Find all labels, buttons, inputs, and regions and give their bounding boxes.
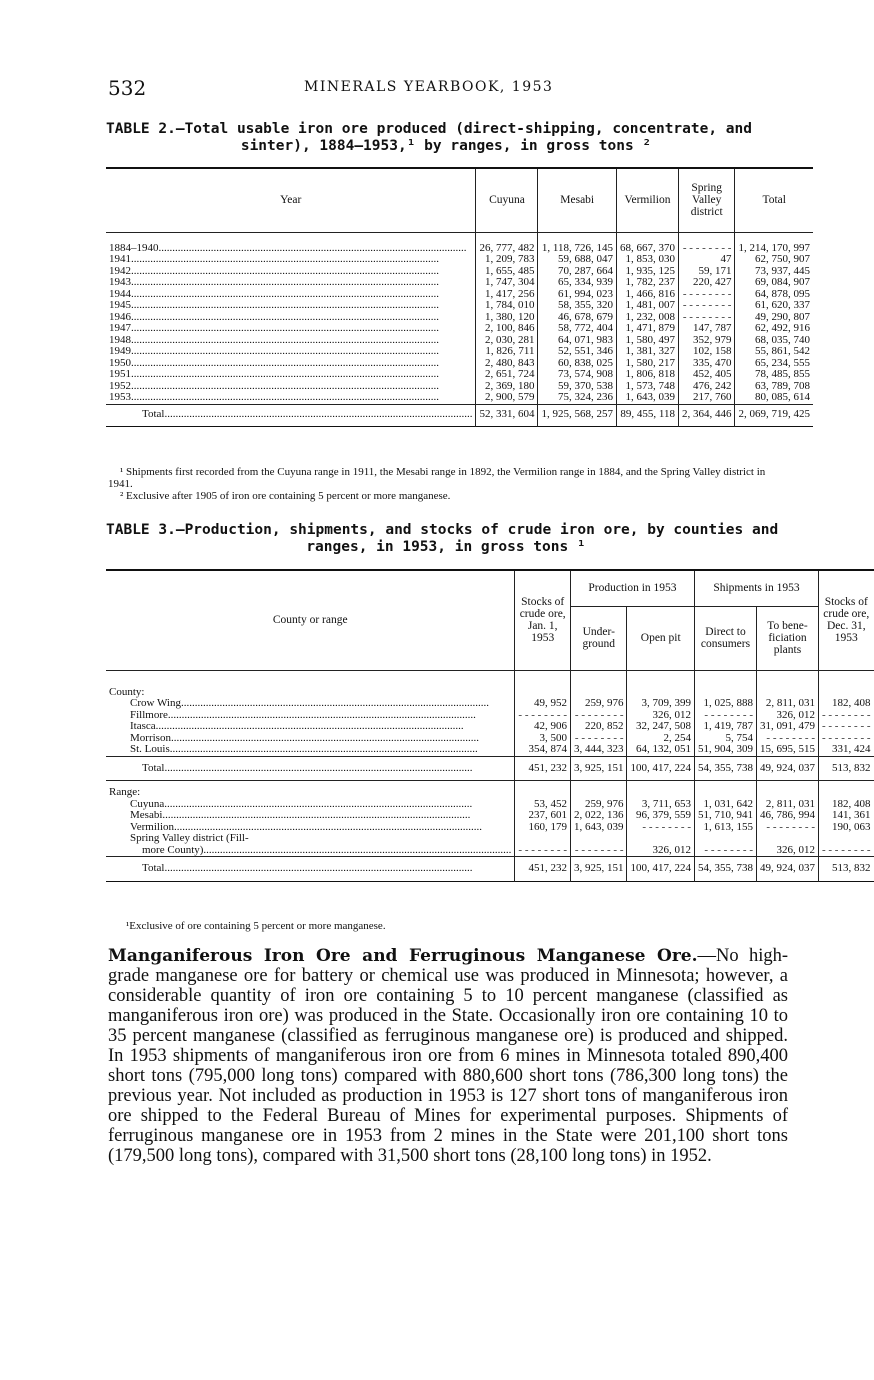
vermilion-cell: 1, 381, 327 <box>616 346 678 358</box>
table-row <box>106 323 813 335</box>
jan-cell: 53, 452 <box>515 799 571 811</box>
col-header-spring-valley: Spring Valley district <box>678 168 735 232</box>
year-cell <box>106 277 476 289</box>
vermilion-cell: 1, 643, 039 <box>616 392 678 404</box>
dec-cell: 141, 361 <box>818 810 873 822</box>
total-label <box>106 404 476 427</box>
bene-cell: - - - - - - - - <box>756 822 818 834</box>
cuyuna-cell: 2, 100, 846 <box>476 323 538 335</box>
name-cell <box>106 810 515 822</box>
jan-cell: 49, 952 <box>515 698 571 710</box>
spring-cell: - - - - - - - - <box>678 289 735 301</box>
mesabi-cell: 73, 574, 908 <box>538 369 617 381</box>
total-direct: 54, 355, 738 <box>694 857 756 882</box>
spring-cell: 47 <box>678 254 735 266</box>
table3-title: TABLE 3.—Production, shipments, and stocks of crude iron ore, by counties and ranges, in 1953, in gross tons ¹ <box>106 522 779 555</box>
empty-cell <box>570 783 627 799</box>
op-cell: 326, 012 <box>627 710 695 722</box>
name-cell-text: Cuyuna <box>130 797 165 810</box>
cuyuna-cell: 1, 417, 256 <box>476 289 538 301</box>
direct-cell: 5, 754 <box>694 733 756 745</box>
spring-cell: 102, 158 <box>678 346 735 358</box>
col-header-open-pit: Open pit <box>627 606 695 670</box>
mesabi-cell: 58, 355, 320 <box>538 300 617 312</box>
op-cell: 3, 709, 399 <box>627 698 695 710</box>
year-cell-text: 1884–1940 <box>109 241 159 254</box>
total-row <box>106 756 874 781</box>
total-cell: 55, 861, 542 <box>735 346 813 358</box>
total-ug: 3, 925, 151 <box>570 756 627 781</box>
table-row <box>106 392 813 404</box>
paragraph-heading: Manganiferous Iron Ore and Ferruginous Manganese Ore. <box>108 946 698 966</box>
jan-cell: 160, 179 <box>515 822 571 834</box>
direct-cell: 1, 025, 888 <box>694 698 756 710</box>
total-cell: 65, 234, 555 <box>735 358 813 370</box>
ug-cell: - - - - - - - - <box>570 833 627 857</box>
spring-valley-name-line2: more County) <box>142 843 204 856</box>
year-cell-text: 1952 <box>109 379 131 392</box>
year-cell <box>106 300 476 312</box>
mesabi-cell: 75, 324, 236 <box>538 392 617 404</box>
name-cell <box>106 744 515 756</box>
empty-cell <box>515 783 571 799</box>
year-cell-text: 1946 <box>109 310 131 323</box>
total-cell: 1, 214, 170, 997 <box>735 232 813 254</box>
vermilion-cell: 68, 667, 370 <box>616 232 678 254</box>
spring-cell: - - - - - - - - <box>678 312 735 324</box>
total-cell: 64, 878, 095 <box>735 289 813 301</box>
spring-valley-name-line1: Spring Valley district (Fill- <box>130 832 249 844</box>
mesabi-cell: 61, 994, 023 <box>538 289 617 301</box>
bene-cell: - - - - - - - - <box>756 733 818 745</box>
dec-cell: 182, 408 <box>818 799 873 811</box>
col-header-total: Total <box>735 168 813 232</box>
paragraph-text: —No high-grade manganese ore for battery or chemical use was produced in Minnesota; however, a considerable quantity of iron ore containing 5 to 10 percent manganese (classified as manganiferous iron ore) was produced in the State. Occasionally iron ore containing 10 to 35 percent manganese (classified as ferruginous manganese ore) is produced and shipped. In 1953 shipments of manganiferous iron ore from 6 mines in Minnesota totaled 890,400 short tons (795,000 long tons) compared with 880,600 short tons (786,300 long tons) the previous year. Not included as production in 1953 is 127 short tons of manganiferous iron ore shipped to the Federal Bureau of Mines for experimental purposes. Shipments of ferruginous manganese ore in 1953 from 2 mines in the State were 201,100 short tons (179,500 long tons), compared with 31,500 short tons (28,100 long tons) in 1952. <box>108 946 788 1166</box>
empty-cell <box>694 783 756 799</box>
table2-footnote-2: ² Exclusive after 1905 of iron ore containing 5 percent or more manganese. <box>120 490 451 502</box>
year-cell <box>106 392 476 404</box>
empty-cell <box>570 670 627 698</box>
year-cell-text: 1945 <box>109 299 131 311</box>
jan-cell: 237, 601 <box>515 810 571 822</box>
cuyuna-cell: 1, 380, 120 <box>476 312 538 324</box>
vermilion-cell: 1, 573, 748 <box>616 381 678 393</box>
year-cell-text: 1943 <box>109 276 131 288</box>
table-row <box>106 254 813 266</box>
total-label-text: Total <box>142 862 165 874</box>
cuyuna-cell: 2, 900, 579 <box>476 392 538 404</box>
mesabi-cell: 64, 071, 983 <box>538 335 617 347</box>
table-row <box>106 346 813 358</box>
table2-title: TABLE 2.—Total usable iron ore produced (direct-shipping, concentrate, and sinter), 1884–1953,¹ by ranges, in gross tons ² <box>106 121 753 154</box>
total-jan: 451, 232 <box>515 756 571 781</box>
name-cell-text: Morrison <box>130 731 171 744</box>
mesabi-cell: 52, 551, 346 <box>538 346 617 358</box>
year-cell-text: 1947 <box>109 322 131 334</box>
mesabi-cell: 60, 838, 025 <box>538 358 617 370</box>
total-label <box>106 857 515 882</box>
spring-cell: 352, 979 <box>678 335 735 347</box>
vermilion-cell: 1, 580, 497 <box>616 335 678 347</box>
ug-cell: 3, 444, 323 <box>570 744 627 756</box>
table3-body <box>106 670 874 881</box>
ug-cell: 259, 976 <box>570 698 627 710</box>
total-cell: 73, 937, 445 <box>735 266 813 278</box>
total-cell: 69, 084, 907 <box>735 277 813 289</box>
mesabi-cell: 46, 678, 679 <box>538 312 617 324</box>
year-cell <box>106 254 476 266</box>
table-row <box>106 744 874 756</box>
year-cell-text: 1942 <box>109 264 131 277</box>
vermilion-cell: 1, 853, 030 <box>616 254 678 266</box>
bene-cell: 46, 786, 994 <box>756 810 818 822</box>
total-cell: 62, 492, 916 <box>735 323 813 335</box>
year-cell <box>106 369 476 381</box>
op-cell: 64, 132, 051 <box>627 744 695 756</box>
total-cell: 80, 085, 614 <box>735 392 813 404</box>
page-header <box>108 76 780 100</box>
empty-cell <box>818 783 873 799</box>
total-op: 100, 417, 224 <box>627 857 695 882</box>
total-cell: 61, 620, 337 <box>735 300 813 312</box>
jan-cell: 3, 500 <box>515 733 571 745</box>
mesabi-cell: 59, 370, 538 <box>538 381 617 393</box>
dec-cell: 182, 408 <box>818 698 873 710</box>
table-row <box>106 810 874 822</box>
spring-cell: 59, 171 <box>678 266 735 278</box>
cuyuna-cell: 2, 369, 180 <box>476 381 538 393</box>
ug-cell: - - - - - - - - <box>570 710 627 722</box>
op-cell: 3, 711, 653 <box>627 799 695 811</box>
year-cell-text: 1948 <box>109 333 131 346</box>
year-cell-text: 1944 <box>109 287 131 300</box>
cuyuna-cell: 2, 651, 724 <box>476 369 538 381</box>
jan-cell: - - - - - - - - <box>515 833 571 857</box>
total-cell: 68, 035, 740 <box>735 335 813 347</box>
vermilion-cell: 1, 481, 007 <box>616 300 678 312</box>
body-paragraph <box>108 946 788 1166</box>
cuyuna-cell: 1, 655, 485 <box>476 266 538 278</box>
table-row <box>106 232 813 254</box>
total-op: 100, 417, 224 <box>627 756 695 781</box>
total-label <box>106 756 515 781</box>
total-cell: 62, 750, 907 <box>735 254 813 266</box>
bene-cell: 326, 012 <box>756 710 818 722</box>
mesabi-cell: 65, 334, 939 <box>538 277 617 289</box>
year-cell-text: 1949 <box>109 345 131 357</box>
table2 <box>106 167 813 427</box>
table3-footnote: ¹Exclusive of ore containing 5 percent or more manganese. <box>126 920 386 932</box>
cuyuna-cell: 1, 209, 783 <box>476 254 538 266</box>
range-heading <box>106 783 874 799</box>
county-heading <box>106 670 874 698</box>
total-direct: 54, 355, 738 <box>694 756 756 781</box>
col-header-vermilion: Vermilion <box>616 168 678 232</box>
year-cell-text: 1941 <box>109 253 131 265</box>
ug-cell: 259, 976 <box>570 799 627 811</box>
year-cell <box>106 346 476 358</box>
year-cell <box>106 323 476 335</box>
bene-cell: 15, 695, 515 <box>756 744 818 756</box>
col-header-beneficiation: To bene-ficiation plants <box>756 606 818 670</box>
direct-cell: 1, 613, 155 <box>694 822 756 834</box>
ug-cell: 1, 643, 039 <box>570 822 627 834</box>
col-header-year: Year <box>106 168 476 232</box>
empty-cell <box>627 670 695 698</box>
total-ug: 3, 925, 151 <box>570 857 627 882</box>
spring-cell: - - - - - - - - <box>678 300 735 312</box>
spring-cell: 147, 787 <box>678 323 735 335</box>
direct-cell: 51, 904, 309 <box>694 744 756 756</box>
col-header-underground: Under-ground <box>570 606 627 670</box>
col-header-shipments: Shipments in 1953 <box>694 570 818 606</box>
table2-footnote-1: ¹ Shipments first recorded from the Cuyuna range in 1911, the Mesabi range in 1892, the Vermilion range in 1884, and the Spring Valley district in 1941. <box>108 466 766 490</box>
total-dec: 513, 832 <box>818 857 873 882</box>
bene-cell: 31, 091, 479 <box>756 721 818 733</box>
name-cell-text: Vermilion <box>130 820 174 833</box>
ug-cell: 220, 852 <box>570 721 627 733</box>
running-title: MINERALS YEARBOOK, 1953 <box>304 79 554 95</box>
dec-cell: - - - - - - - - <box>818 721 873 733</box>
spring-cell: 476, 242 <box>678 381 735 393</box>
vermilion-cell: 1, 782, 237 <box>616 277 678 289</box>
table-row <box>106 369 813 381</box>
table2-footnotes <box>108 466 788 502</box>
jan-cell: - - - - - - - - <box>515 710 571 722</box>
mesabi-cell: 59, 688, 047 <box>538 254 617 266</box>
op-cell: 326, 012 <box>627 833 695 857</box>
total-label-text: Total <box>142 407 165 420</box>
vermilion-cell: 1, 806, 818 <box>616 369 678 381</box>
table-row <box>106 721 874 733</box>
spring-valley-name <box>106 833 515 857</box>
direct-cell: 1, 419, 787 <box>694 721 756 733</box>
dec-cell: - - - - - - - - <box>818 833 873 857</box>
name-cell <box>106 721 515 733</box>
table2-body <box>106 232 813 427</box>
total-row <box>106 857 874 882</box>
ug-cell: 2, 022, 136 <box>570 810 627 822</box>
year-cell <box>106 232 476 254</box>
table-row <box>106 698 874 710</box>
bene-cell: 2, 811, 031 <box>756 698 818 710</box>
bene-cell: 326, 012 <box>756 833 818 857</box>
op-cell: 96, 379, 559 <box>627 810 695 822</box>
direct-cell: 51, 710, 941 <box>694 810 756 822</box>
year-cell-text: 1950 <box>109 356 131 369</box>
total-spring: 2, 364, 446 <box>678 404 735 427</box>
mesabi-cell: 1, 118, 726, 145 <box>538 232 617 254</box>
total-cell: 78, 485, 855 <box>735 369 813 381</box>
cuyuna-cell: 1, 747, 304 <box>476 277 538 289</box>
year-cell-text: 1953 <box>109 391 131 403</box>
spring-cell: 217, 760 <box>678 392 735 404</box>
name-cell-text: Mesabi <box>130 809 163 821</box>
total-cell: 49, 290, 807 <box>735 312 813 324</box>
jan-cell: 354, 874 <box>515 744 571 756</box>
direct-cell: - - - - - - - - <box>694 710 756 722</box>
total-bene: 49, 924, 037 <box>756 756 818 781</box>
table-row <box>106 300 813 312</box>
name-cell-text: Crow Wing <box>130 697 181 709</box>
cuyuna-cell: 2, 030, 281 <box>476 335 538 347</box>
total-label-text: Total <box>142 761 165 774</box>
col-header-production: Production in 1953 <box>570 570 694 606</box>
total-mesabi: 1, 925, 568, 257 <box>538 404 617 427</box>
bene-cell: 2, 811, 031 <box>756 799 818 811</box>
total-bene: 49, 924, 037 <box>756 857 818 882</box>
table-row <box>106 833 874 857</box>
page-number: 532 <box>108 76 147 100</box>
col-header-stocks-jan: Stocks of crude ore, Jan. 1, 1953 <box>515 570 571 670</box>
spring-cell: 335, 470 <box>678 358 735 370</box>
op-cell: 32, 247, 508 <box>627 721 695 733</box>
total-total: 2, 069, 719, 425 <box>735 404 813 427</box>
vermilion-cell: 1, 471, 879 <box>616 323 678 335</box>
ug-cell: - - - - - - - - <box>570 733 627 745</box>
total-jan: 451, 232 <box>515 857 571 882</box>
name-cell-text: Itasca <box>130 720 156 732</box>
cuyuna-cell: 26, 777, 482 <box>476 232 538 254</box>
name-cell <box>106 698 515 710</box>
total-cuyuna: 52, 331, 604 <box>476 404 538 427</box>
spring-cell: 220, 427 <box>678 277 735 289</box>
op-cell: 2, 254 <box>627 733 695 745</box>
mesabi-cell: 58, 772, 404 <box>538 323 617 335</box>
vermilion-cell: 1, 466, 816 <box>616 289 678 301</box>
empty-cell <box>756 783 818 799</box>
mesabi-cell: 70, 287, 664 <box>538 266 617 278</box>
col-header-county: County or range <box>106 570 515 670</box>
spring-cell: - - - - - - - - <box>678 232 735 254</box>
empty-cell <box>627 783 695 799</box>
year-cell-text: 1951 <box>109 368 131 380</box>
dec-cell: - - - - - - - - <box>818 733 873 745</box>
empty-cell <box>756 670 818 698</box>
county-heading-label: County: <box>109 685 145 698</box>
direct-cell: - - - - - - - - <box>694 833 756 857</box>
table3 <box>106 569 874 882</box>
cuyuna-cell: 1, 826, 711 <box>476 346 538 358</box>
dec-cell: 331, 424 <box>818 744 873 756</box>
direct-cell: 1, 031, 642 <box>694 799 756 811</box>
cuyuna-cell: 2, 480, 843 <box>476 358 538 370</box>
col-header-stocks-dec: Stocks of crude ore, Dec. 31, 1953 <box>818 570 873 670</box>
dec-cell: - - - - - - - - <box>818 710 873 722</box>
vermilion-cell: 1, 580, 217 <box>616 358 678 370</box>
total-dec: 513, 832 <box>818 756 873 781</box>
cuyuna-cell: 1, 784, 010 <box>476 300 538 312</box>
col-header-direct: Direct to consumers <box>694 606 756 670</box>
vermilion-cell: 1, 935, 125 <box>616 266 678 278</box>
spring-cell: 452, 405 <box>678 369 735 381</box>
table-row <box>106 277 813 289</box>
empty-cell <box>818 670 873 698</box>
col-header-cuyuna: Cuyuna <box>476 168 538 232</box>
col-header-mesabi: Mesabi <box>538 168 617 232</box>
total-vermilion: 89, 455, 118 <box>616 404 678 427</box>
range-heading-label: Range: <box>109 786 141 798</box>
name-cell-text: St. Louis <box>130 743 170 755</box>
dec-cell: 190, 063 <box>818 822 873 834</box>
empty-cell <box>515 670 571 698</box>
empty-cell <box>694 670 756 698</box>
op-cell: - - - - - - - - <box>627 822 695 834</box>
vermilion-cell: 1, 232, 008 <box>616 312 678 324</box>
jan-cell: 42, 906 <box>515 721 571 733</box>
total-cell: 63, 789, 708 <box>735 381 813 393</box>
name-cell-text: Fillmore <box>130 708 168 721</box>
total-row <box>106 404 813 427</box>
